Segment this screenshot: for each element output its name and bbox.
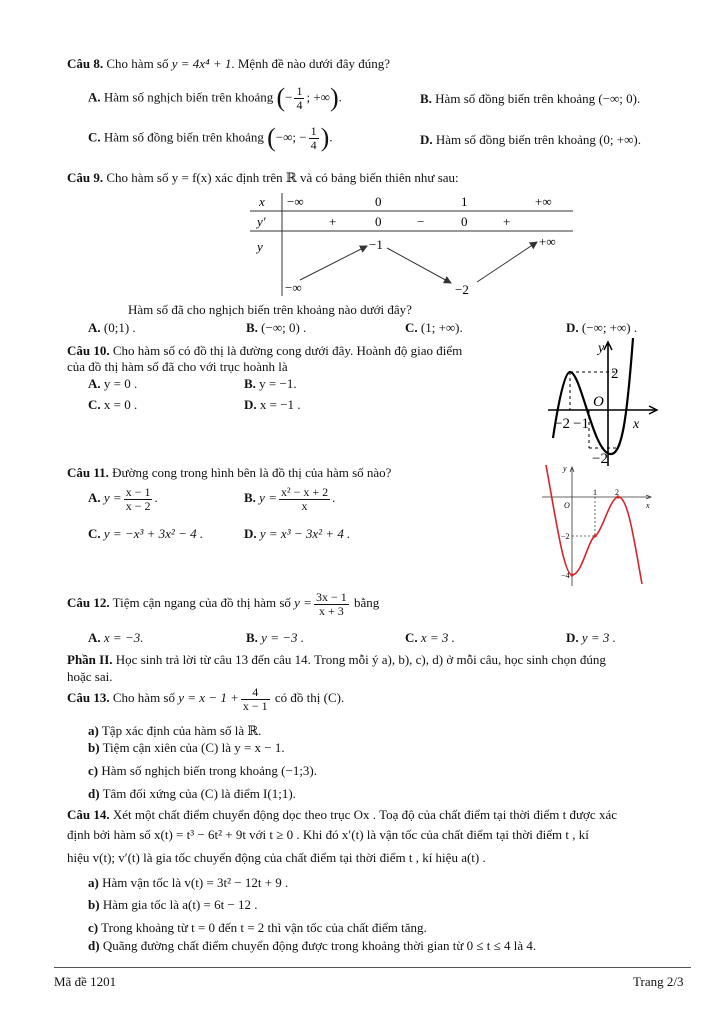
q8-b-text: Hàm số đồng biến trên khoảng: [435, 91, 596, 106]
q12-c-value: x = 3 .: [420, 630, 455, 645]
q14-c-label: c): [88, 920, 99, 935]
q8-option-b[interactable]: [420, 92, 640, 106]
q12-a-label: A.: [88, 630, 101, 645]
q13-item-d[interactable]: [88, 787, 296, 801]
q10-stem-line1: [67, 344, 462, 358]
q11-b-fraction: [279, 486, 330, 512]
paren-right: ): [320, 123, 330, 152]
q11-a-pre: y =: [103, 490, 122, 506]
q11-x-2: 2: [615, 488, 619, 497]
q8-d-text: Hàm số đồng biến trên khoảng: [435, 132, 596, 147]
q9-stem: [67, 171, 459, 185]
q13-num: 4: [241, 686, 270, 700]
q13-item-b[interactable]: [88, 741, 285, 755]
q10-option-a[interactable]: [88, 377, 137, 391]
q10-graph: [545, 338, 660, 468]
q13-d-text: Tâm đối xứng của (C) là điểm I(1;1).: [102, 786, 296, 801]
q13-c-label: c): [88, 763, 99, 778]
q8-c-pre: −∞; −: [275, 129, 307, 145]
q8-label: Câu 8.: [67, 56, 104, 71]
q10-y-minus2: −2: [592, 451, 608, 467]
q13-d-label: d): [88, 786, 100, 801]
q14-b-label: b): [88, 897, 100, 912]
q10-x-minus2: −2: [554, 416, 570, 432]
q13-den: x − 1: [242, 698, 268, 713]
q8-d-label: D.: [420, 132, 433, 147]
part2-line1: [67, 653, 606, 667]
q11-a-fraction: [124, 486, 153, 512]
q14-item-c[interactable]: [88, 921, 427, 935]
q10-stem1: Cho hàm số có đồ thị là đường cong dưới đây. Hoành độ giao điểm: [112, 343, 463, 358]
q13-item-c[interactable]: [88, 764, 317, 778]
q8-b-label: B.: [420, 91, 432, 106]
part2-text1: Học sinh trả lời từ câu 13 đến câu 14. Trong mỗi ý a), b), c), d) ở mỗi câu, học sinh chọn đúng: [115, 652, 606, 667]
q9-c-label: C.: [405, 320, 418, 335]
q11-c-value: y = −x³ + 3x² − 4 .: [103, 526, 204, 541]
q10-a-label: A.: [88, 376, 101, 391]
q11-option-a[interactable]: A. y = $\frac{x - 1}{x - 2}$ .: [88, 485, 158, 513]
q13-stem: [67, 686, 344, 712]
q12-label: Câu 12.: [67, 595, 110, 611]
q8-a-label: A.: [88, 89, 101, 105]
part2-label: Phần II.: [67, 652, 113, 667]
footer-exam-code: Mã đề 1201: [54, 974, 117, 989]
footer-divider: [54, 967, 691, 968]
q8-stem: [67, 57, 390, 71]
q9-a-value: (0;1) .: [103, 320, 136, 335]
q10-option-d[interactable]: [244, 398, 301, 412]
q11-c-label: C.: [88, 526, 101, 541]
part2-line2: hoặc sai.: [67, 669, 113, 684]
q14-a-text: Hàm vận tốc là v(t) = 3t² − 12t + 9 .: [102, 875, 289, 890]
q9-question: Hàm số đã cho nghịch biến trên khoảng nào dưới đây?: [128, 302, 412, 317]
q12-option-a[interactable]: [88, 631, 143, 645]
q9-y-val-3: −∞: [285, 280, 302, 295]
q11-x-1: 1: [593, 488, 597, 497]
q13-c-text: Hàm số nghịch biến trong khoảng (−1;3).: [101, 763, 318, 778]
q10-x-label: x: [633, 417, 640, 432]
q9-stem-text: Cho hàm số y = f(x) xác định trên ℝ và có bảng biến thiên như sau:: [106, 170, 459, 185]
q8-c-den: 4: [310, 137, 317, 152]
q11-a-label: A.: [88, 490, 101, 506]
paren-left: (: [267, 123, 276, 152]
q9-x-val-3: 1: [461, 194, 468, 209]
q12-option-d[interactable]: [566, 631, 616, 645]
q10-y-2: 2: [611, 366, 619, 382]
q12-d-value: y = 3 .: [581, 630, 616, 645]
q10-b-label: B.: [244, 376, 256, 391]
q12-stem-post: bằng: [353, 595, 380, 611]
q14-line1-text: Xét một chất điểm chuyển động dọc theo trục Ox . Toạ độ của chất điểm tại thời điểm t được xác: [112, 807, 617, 822]
q11-stem-text: Đường cong trong hình bên là đồ thị của hàm số nào?: [112, 465, 392, 480]
q12-b-value: y = −3 .: [261, 630, 304, 645]
q9-x-val-1: −∞: [287, 194, 304, 209]
q9-sign-1: +: [329, 214, 337, 229]
paren-left: (: [276, 83, 286, 112]
q10-label: Câu 10.: [67, 343, 110, 358]
q8-option-a[interactable]: A. Hàm số nghịch biến trên khoảng (− $\frac{1}{4}$ ; +∞).: [88, 83, 342, 112]
q9-sign-4: 0: [461, 214, 468, 229]
q12-fraction: [314, 591, 349, 617]
q9-b-value: (−∞; 0) .: [261, 320, 307, 335]
q9-y-val-4: −2: [455, 282, 469, 297]
q9-a-label: A.: [88, 320, 101, 335]
q14-label: Câu 14.: [67, 807, 110, 822]
q8-c-text: Hàm số đồng biến trên khoảng: [103, 129, 264, 145]
q9-x-label: x: [259, 194, 265, 209]
q8-function: y = 4x⁴ + 1: [171, 56, 232, 71]
q11-y-label: y: [563, 464, 567, 473]
q9-yp-label: y′: [257, 214, 266, 229]
q9-sign-2: 0: [375, 214, 382, 229]
q9-c-value: (1; +∞).: [420, 320, 463, 335]
q13-label: Câu 13.: [67, 690, 110, 706]
q11-b-den: x: [301, 498, 308, 513]
q14-d-text: Quãng đường chất điểm chuyển động được trong khoảng thời gian từ 0 ≤ t ≤ 4 là 4.: [102, 938, 537, 953]
q10-option-b[interactable]: [244, 377, 297, 391]
q11-graph: [540, 460, 655, 588]
q11-b-label: B.: [244, 490, 256, 506]
q8-stem-post: . Mệnh đề nào dưới đây đúng?: [231, 56, 391, 71]
q9-arrow-down: [387, 248, 451, 283]
q9-y-val-2: +∞: [539, 234, 556, 249]
q13-fn-pre: y = x − 1 +: [178, 690, 239, 706]
q8-a-pre: −: [285, 89, 293, 105]
q12-stem-pre: Tiệm cận ngang của đồ thị hàm số: [112, 595, 291, 611]
q8-c-fraction: [309, 125, 319, 151]
q13-b-label: b): [88, 740, 100, 755]
q12-stem: [67, 591, 379, 617]
q13-stem-post: có đồ thị (C).: [274, 690, 345, 706]
q8-c-num: 1: [310, 124, 317, 139]
q8-a-fraction: [294, 85, 304, 111]
q9-variation-table: [245, 190, 575, 300]
q8-d-interval: (0; +∞).: [599, 132, 641, 147]
q11-b-pre: y =: [259, 490, 277, 506]
q9-label: Câu 9.: [67, 170, 104, 185]
q10-x-minus1: −1: [573, 416, 589, 432]
q12-c-label: C.: [405, 630, 418, 645]
q9-x-val-4: +∞: [535, 194, 552, 209]
footer-page-number: Trang 2/3: [633, 974, 684, 989]
q14-c-text: Trong khoảng từ t = 0 đến t = 2 thì vận tốc của chất điểm tăng.: [101, 920, 427, 935]
q9-sign-5: +: [503, 214, 511, 229]
q14-d-label: d): [88, 938, 100, 953]
q8-a-num: 1: [296, 84, 303, 99]
q11-d-value: y = x³ − 3x² + 4 .: [259, 526, 351, 541]
q13-b-text: Tiệm cận xiên của (C) là y = x − 1.: [102, 740, 285, 755]
q8-option-d[interactable]: [420, 133, 641, 147]
q10-d-label: D.: [244, 397, 257, 412]
q14-a-label: a): [88, 875, 99, 890]
q14-item-d[interactable]: [88, 939, 536, 953]
paren-right: ): [329, 83, 339, 112]
q11-option-d[interactable]: [244, 527, 350, 541]
q13-a-text: Tập xác định của hàm số là ℝ.: [101, 723, 262, 738]
q8-b-interval: (−∞; 0).: [598, 91, 641, 106]
q12-option-b[interactable]: [246, 631, 304, 645]
q11-curve: [546, 465, 642, 584]
q9-b-label: B.: [246, 320, 258, 335]
q8-a-den: 4: [296, 97, 303, 112]
q12-num: 3x − 1: [315, 590, 347, 604]
q10-origin: O: [593, 394, 604, 410]
q9-arrow-up-1: [300, 246, 367, 280]
q8-a-text: Hàm số nghịch biến trên khoảng: [103, 89, 274, 105]
q14-b-text: Hàm gia tốc là a(t) = 6t − 12 .: [102, 897, 258, 912]
q11-d-label: D.: [244, 526, 257, 541]
q10-c-value: x = 0 .: [103, 397, 138, 412]
q13-item-a[interactable]: [88, 724, 261, 738]
q11-a-den: x − 2: [125, 498, 151, 513]
q14-item-b[interactable]: [88, 898, 258, 912]
q12-b-label: B.: [246, 630, 258, 645]
q9-d-label: D.: [566, 320, 579, 335]
q14-line3: hiệu v(t); v′(t) là gia tốc chuyển động của chất điểm tại thời điểm t , kí hiệu a(t) .: [67, 850, 486, 865]
q11-y-minus2: −2: [561, 532, 570, 541]
q11-option-c[interactable]: [88, 527, 203, 541]
q11-b-num: x² − x + 2: [280, 485, 329, 499]
q13-a-label: a): [88, 723, 99, 738]
q14-item-a[interactable]: [88, 876, 288, 890]
q9-d-value: (−∞; +∞) .: [581, 320, 638, 335]
q9-y-label: y: [257, 239, 263, 254]
q9-option-b[interactable]: [246, 321, 306, 335]
q10-stem-line2: của đồ thị hàm số đã cho với trục hoành là: [67, 359, 288, 374]
q10-option-c[interactable]: [88, 398, 137, 412]
q9-option-d[interactable]: [566, 321, 637, 335]
q10-d-value: x = −1 .: [259, 397, 301, 412]
q10-c-label: C.: [88, 397, 101, 412]
q12-a-value: x = −3.: [103, 630, 144, 645]
q12-option-c[interactable]: [405, 631, 455, 645]
q13-stem-pre: Cho hàm số: [112, 690, 175, 706]
q11-x-label: x: [646, 501, 650, 510]
q9-arrow-up-2: [477, 242, 537, 282]
q9-x-val-2: 0: [375, 194, 382, 209]
q11-stem: [67, 466, 391, 480]
q9-option-a[interactable]: [88, 321, 136, 335]
q11-option-b[interactable]: B. y = $\frac{\text{x² − x + 2}}{x}$ .: [244, 485, 336, 513]
q10-b-value: y = −1.: [259, 376, 297, 391]
q11-origin: O: [564, 501, 570, 510]
q8-c-label: C.: [88, 129, 101, 145]
q10-y-label: y: [598, 341, 605, 356]
q14-line1: [67, 808, 617, 822]
q11-y-minus4: −4: [561, 571, 570, 580]
q10-a-value: y = 0 .: [103, 376, 138, 391]
q8-a-post: ; +∞: [306, 89, 330, 105]
q11-label: Câu 11.: [67, 465, 109, 480]
q14-line2: định bởi hàm số x(t) = t³ − 6t² + 9t với t ≥ 0 . Khi đó x′(t) là vận tốc của chất điểm tại thời điểm t , kí: [67, 827, 589, 842]
q12-d-label: D.: [566, 630, 579, 645]
q8-option-c[interactable]: C. Hàm số đồng biến trên khoảng (−∞; − $\frac{1}{4}$ ).: [88, 123, 333, 152]
q12-fn-pre: y =: [294, 595, 312, 611]
q9-option-c[interactable]: [405, 321, 463, 335]
q9-y-val-1: −1: [369, 237, 383, 252]
q13-fraction: [241, 686, 270, 712]
q8-stem-pre: Cho hàm số: [106, 56, 169, 71]
q12-den: x + 3: [318, 603, 344, 618]
q9-sign-3: −: [417, 214, 425, 229]
q11-a-num: x − 1: [125, 485, 151, 499]
